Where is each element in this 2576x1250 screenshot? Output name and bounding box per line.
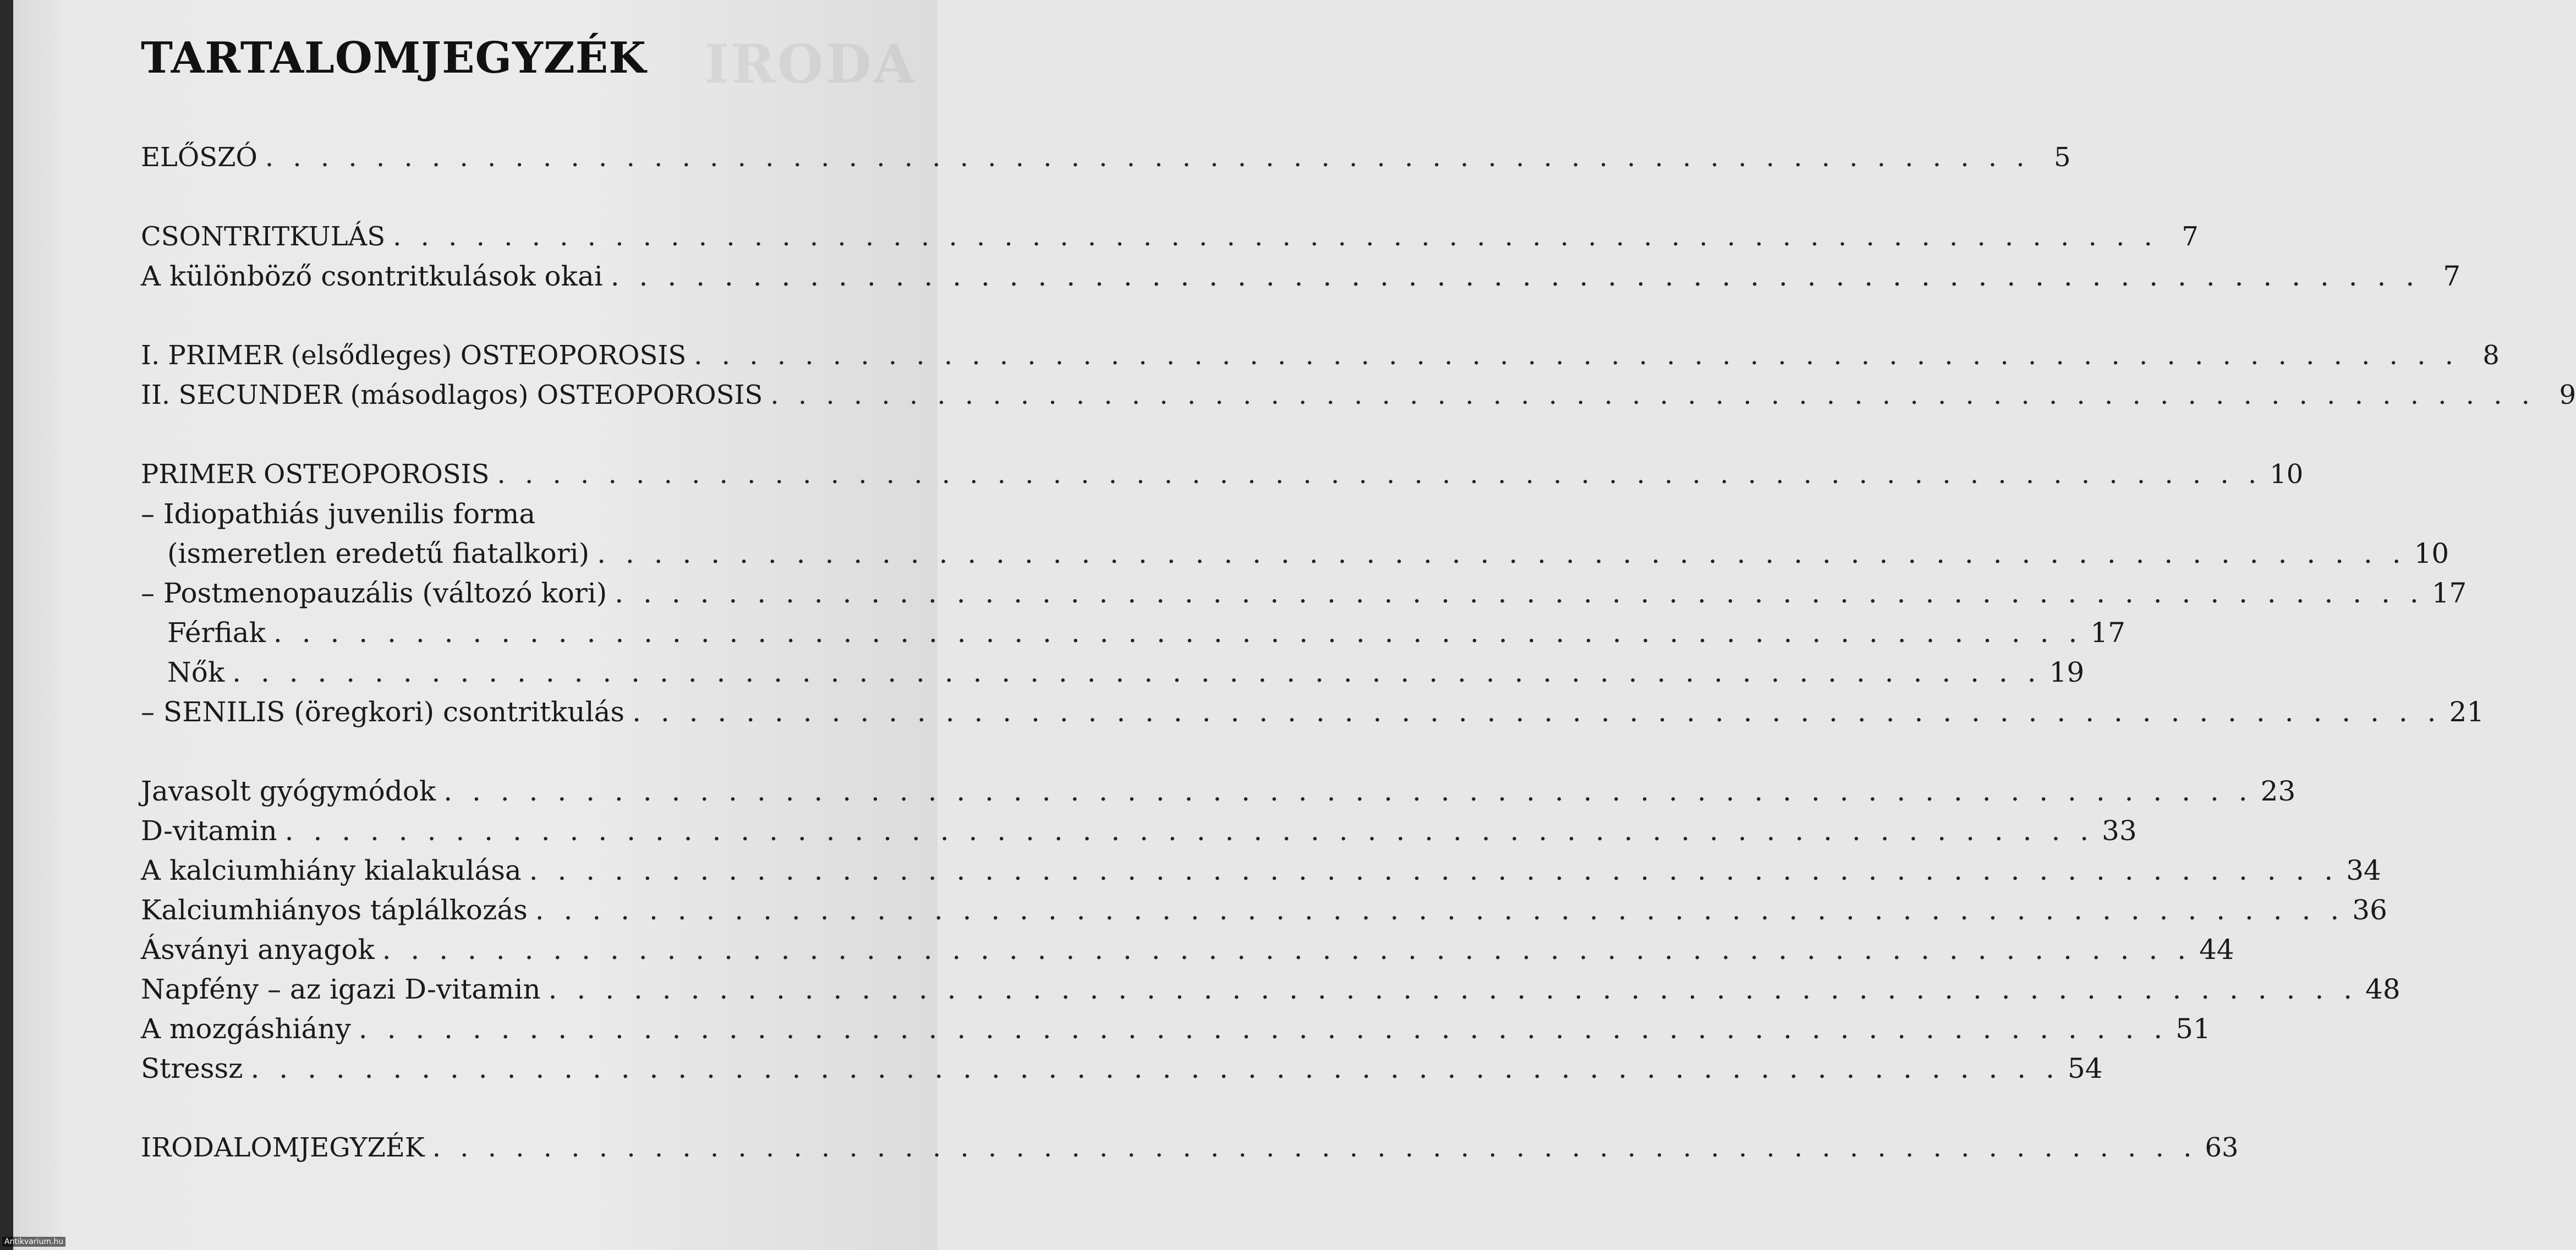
toc-entry-okai (141, 256, 2461, 296)
dot-leader: . . . . . . . . . . . . . . . . . . . . . . . . . . . . . . . . . . . . . . . . . . . . . . . . . . . . . . . . . . . . . . . . (232, 656, 2042, 688)
toc-page-number: 51 (2175, 1013, 2211, 1045)
toc-page-number: 33 (2102, 815, 2137, 847)
section-gap (141, 732, 892, 771)
toc-label: II. SECUNDER (másodlagos) OSTEOPOROSIS (141, 380, 763, 410)
toc-label: Kalciumhiányos táplálkozás (141, 894, 528, 926)
toc-label: IRODALOMJEGYZÉK (141, 1132, 425, 1163)
toc-page-number: 9 (2559, 380, 2576, 410)
dot-leader: . . . . . . . . . . . . . . . . . . . . . . . . . . . . . . . . . . . . . . . . . . . . . . . . . . . . . . . . . . . . . . . . (694, 340, 2459, 371)
toc-label: (ismeretlen eredetű fiatalkori) (167, 538, 590, 569)
toc-label: A kalciumhiány kialakulása (141, 854, 522, 886)
page-title: TARTALOMJEGYZÉK (141, 33, 647, 83)
toc-entry-secunder (141, 375, 2576, 415)
toc-label: Férfiak (167, 617, 266, 649)
toc-entry-javasolt (141, 771, 2296, 811)
toc-page-number: 23 (2260, 775, 2296, 807)
dot-leader: . . . . . . . . . . . . . . . . . . . . . . . . . . . . . . . . . . . . . . . . . . . . . . . . . . . . . . . . . . . . . . . . (497, 459, 2262, 490)
dot-leader: . . . . . . . . . . . . . . . . . . . . . . . . . . . . . . . . . . . . . . . . . . . . . . . . . . . . . . . . . . . . . . . . (610, 260, 2420, 292)
toc-entry-primer-osteoporosis (141, 454, 2304, 494)
dot-leader: . . . . . . . . . . . . . . . . . . . . . . . . . . . . . . . . . . . . . . . . . . . . . . . . . . . . . . . . . . . . . . . . (284, 815, 2095, 847)
toc-label: Stressz (141, 1052, 243, 1084)
toc-entry-d-vitamin (141, 811, 2137, 851)
toc-entry-kalciumhianyos-taplalkozas (141, 890, 2387, 930)
toc-page-number: 36 (2352, 894, 2387, 926)
table-of-contents (141, 138, 2576, 1167)
watermark-label: Antikvarium.hu (2, 1237, 65, 1247)
toc-entry-primer-elsodleges (141, 336, 2500, 375)
toc-label: A mozgáshiány (141, 1013, 351, 1045)
dot-leader: . . . . . . . . . . . . . . . . . . . . . . . . . . . . . . . . . . . . . . . . . . . . . . . . . . . . . . . . . . . . . . . . (265, 142, 2030, 173)
toc-entry-nok (141, 653, 2085, 692)
dot-leader: . . . . . . . . . . . . . . . . . . . . . . . . . . . . . . . . . . . . . . . . . . . . . . . . . . . . . . . . . . . . . . . . (597, 538, 2407, 569)
toc-entry-senilis (141, 692, 2485, 732)
toc-label: CSONTRITKULÁS (141, 221, 386, 252)
toc-label: ELŐSZÓ (141, 142, 257, 173)
toc-label: PRIMER OSTEOPOROSIS (141, 459, 490, 490)
ghost-heading-bleedthrough: IRODA (704, 33, 917, 95)
dot-leader: . . . . . . . . . . . . . . . . . . . . . . . . . . . . . . . . . . . . . . . . . . . . . . . . . . . . . . . . . . . . . . . . (548, 973, 2358, 1005)
book-spine (0, 0, 13, 1250)
toc-page-number: 54 (2067, 1052, 2103, 1084)
toc-page-number: 63 (2205, 1132, 2239, 1163)
toc-page-number: 44 (2199, 934, 2234, 966)
toc-entry-irodalomjegyzek (141, 1128, 2239, 1167)
toc-entry-idiopathias (141, 494, 892, 534)
toc-page-number: 21 (2449, 696, 2485, 728)
dot-leader: . . . . . . . . . . . . . . . . . . . . . . . . . . . . . . . . . . . . . . . . . . . . . . . . . . . . . . . . . . . . . . . . (443, 775, 2253, 807)
toc-page-number: 7 (2443, 260, 2461, 292)
dot-leader: . . . . . . . . . . . . . . . . . . . . . . . . . . . . . . . . . . . . . . . . . . . . . . . . . . . . . . . . . . . . . . . . (770, 380, 2536, 410)
toc-page-number: 17 (2090, 617, 2126, 649)
toc-page-number: 8 (2482, 340, 2500, 371)
dot-leader: . . . . . . . . . . . . . . . . . . . . . . . . . . . . . . . . . . . . . . . . . . . . . . . . . . . . . . . . . . . . . . . . (432, 1132, 2197, 1163)
toc-page-number: 17 (2431, 577, 2467, 609)
dot-leader: . . . . . . . . . . . . . . . . . . . . . . . . . . . . . . . . . . . . . . . . . . . . . . . . . . . . . . . . . . . . . . . . (632, 696, 2442, 728)
toc-entry-csontritkulas (141, 217, 2199, 256)
toc-page-number: 19 (2049, 656, 2085, 688)
toc-label: Ásványi anyagok (141, 934, 375, 966)
dot-leader: . . . . . . . . . . . . . . . . . . . . . . . . . . . . . . . . . . . . . . . . . . . . . . . . . . . . . . . . . . . . . . . . (393, 221, 2158, 252)
toc-page-number: 10 (2414, 538, 2449, 569)
toc-label: – SENILIS (öregkori) csontritkulás (141, 696, 625, 728)
toc-entry-stressz (141, 1049, 2103, 1088)
toc-entry-eloszo (141, 138, 2071, 177)
section-gap (141, 415, 892, 454)
toc-label: I. PRIMER (elsődleges) OSTEOPOROSIS (141, 340, 687, 371)
dot-leader: . . . . . . . . . . . . . . . . . . . . . . . . . . . . . . . . . . . . . . . . . . . . . . . . . . . . . . . . . . . . . . . . (615, 577, 2424, 609)
toc-label: Napfény – az igazi D-vitamin (141, 973, 541, 1005)
toc-entry-asvanyi-anyagok (141, 930, 2234, 969)
section-gap (141, 296, 892, 336)
toc-label: – Postmenopauzális (változó kori) (141, 577, 607, 609)
toc-page-number: 10 (2270, 459, 2304, 490)
toc-entry-mozgashiany (141, 1009, 2211, 1049)
section-gap (141, 177, 892, 217)
dot-leader: . . . . . . . . . . . . . . . . . . . . . . . . . . . . . . . . . . . . . . . . . . . . . . . . . . . . . . . . . . . . . . . . (529, 854, 2339, 886)
toc-page-number: 5 (2054, 142, 2071, 173)
dot-leader: . . . . . . . . . . . . . . . . . . . . . . . . . . . . . . . . . . . . . . . . . . . . . . . . . . . . . . . . . . . . . . . . (535, 894, 2345, 926)
toc-entry-ismeretlen (141, 534, 2449, 573)
toc-page-number: 7 (2182, 221, 2199, 252)
toc-entry-postmenopauzalis (141, 573, 2467, 613)
toc-label: – Idiopathiás juvenilis forma (141, 498, 536, 530)
dot-leader: . . . . . . . . . . . . . . . . . . . . . . . . . . . . . . . . . . . . . . . . . . . . . . . . . . . . . . . . . . . . . . . . (273, 617, 2083, 649)
toc-label: D-vitamin (141, 815, 277, 847)
section-gap (141, 1088, 892, 1128)
toc-entry-ferfiak (141, 613, 2126, 653)
dot-leader: . . . . . . . . . . . . . . . . . . . . . . . . . . . . . . . . . . . . . . . . . . . . . . . . . . . . . . . . . . . . . . . . (250, 1052, 2060, 1084)
dot-leader: . . . . . . . . . . . . . . . . . . . . . . . . . . . . . . . . . . . . . . . . . . . . . . . . . . . . . . . . . . . . . . . . (358, 1013, 2168, 1045)
toc-label: Javasolt gyógymódok (141, 775, 436, 807)
toc-label: Nők (167, 656, 225, 688)
toc-label: A különböző csontritkulások okai (141, 260, 603, 292)
toc-page-number: 48 (2365, 973, 2400, 1005)
toc-entry-kalciumhiany-kialakulasa (141, 851, 2381, 890)
dot-leader: . . . . . . . . . . . . . . . . . . . . . . . . . . . . . . . . . . . . . . . . . . . . . . . . . . . . . . . . . . . . . . . . (382, 934, 2192, 966)
toc-page-number: 34 (2346, 854, 2381, 886)
toc-entry-napfeny (141, 969, 2400, 1009)
